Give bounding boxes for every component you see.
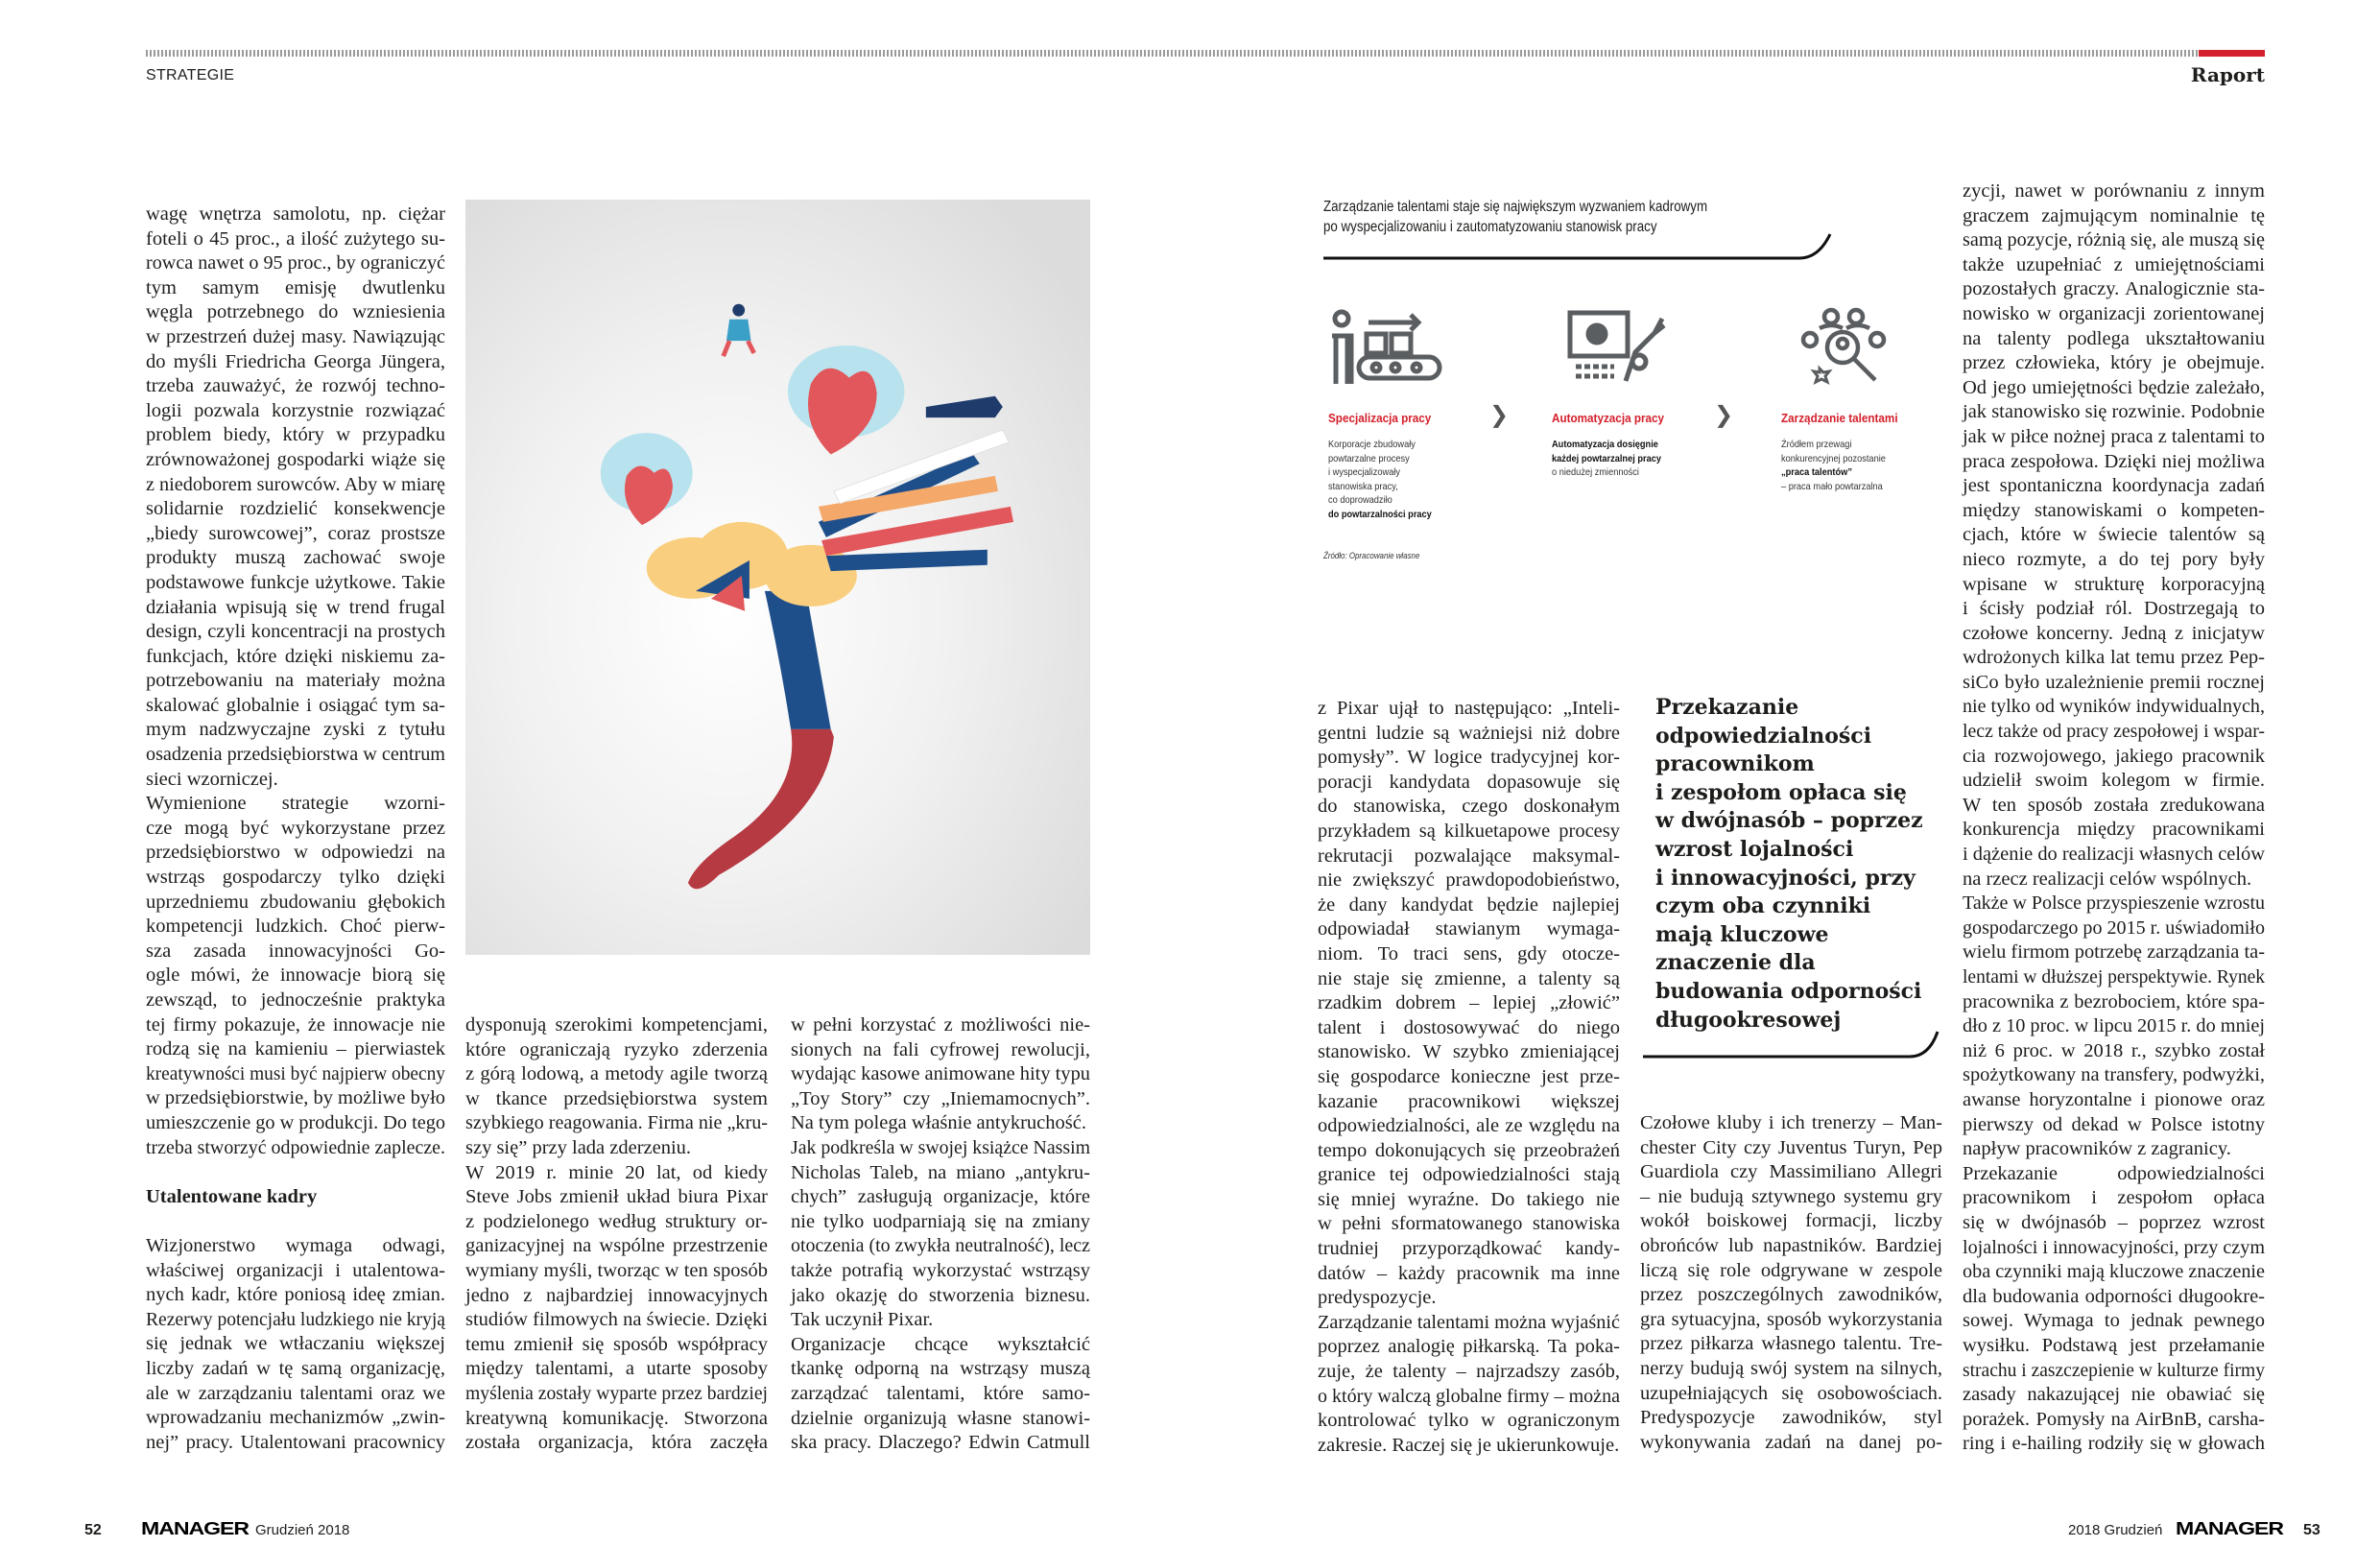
text-line: przez poszczególnych zawodników, <box>1640 1284 1942 1306</box>
text-line: cia rozwojowego, jakiego pracownik <box>1963 745 2265 767</box>
paragraph <box>146 1234 445 1455</box>
step-label-automatyzacja: Automatyzacja pracy <box>1552 411 1665 425</box>
text-line: w pełni korzystać z możliwości nie- <box>791 1014 1090 1035</box>
chevron-right-icon: ❯ <box>1714 401 1734 428</box>
text-line: Zarządzanie talentami można wyjaśnić <box>1318 1311 1620 1333</box>
text-line: Nicholas Taleb, na miano „antykru- <box>791 1161 1090 1183</box>
text-line: zycji, nawet w porównaniu z innym <box>1963 180 2265 202</box>
text-line: spożytkowany na transfery, podwyżki, <box>1963 1064 2265 1086</box>
text-line: granice tej odpowiedzialności stają <box>1318 1164 1620 1186</box>
paragraph <box>465 1013 768 1161</box>
text-line: się mniej wyraźne. Do takiego nie <box>1318 1188 1620 1210</box>
page-number-right: 53 <box>2303 1522 2320 1538</box>
text-line: rekrutacji pozwalające maksymal- <box>1318 845 1620 867</box>
text-column-4 <box>1318 697 1620 1458</box>
step-description-automatyzacja <box>1552 438 1661 480</box>
text-line: Czołowe kluby i ich trenerzy – Man- <box>1640 1112 1942 1133</box>
text-line: przez człowieka, który je obejmuje. <box>1963 352 2265 374</box>
issue-date-right: 2018 Grudzień <box>2068 1522 2163 1538</box>
text-line: między talentami, a utarte sposoby <box>465 1358 768 1380</box>
step-description-line: powtarzalne procesy <box>1328 452 1410 464</box>
pull-quote-line: Przekazanie <box>1655 695 1799 720</box>
text-line: wagę wnętrza samolotu, np. ciężar <box>146 203 445 225</box>
text-line: – nie budują sztywnego systemu gry <box>1640 1185 1942 1207</box>
text-line: tkankę odporną na wstrząsy muszą <box>791 1358 1090 1380</box>
issue-date-left: Grudzień 2018 <box>255 1522 350 1538</box>
text-line: jak w piłce nożnej praca z talentami to <box>1963 425 2265 447</box>
text-line: samą pozycje, różnią się, ale muszą się <box>1963 229 2265 251</box>
text-line: zarządzać talentami, które samo- <box>791 1382 1090 1404</box>
text-line: wstrząs gospodarczy tylko dzięki <box>146 867 445 889</box>
text-line: przedsiębiorstwo w odpowiedzi na <box>146 842 445 864</box>
text-line: wokół boiskowej formacji, liczby <box>1640 1210 1942 1232</box>
pull-quote-line: czym oba czynniki <box>1655 893 1871 919</box>
text-line: się w dwójnasób – poprzez wzrost <box>1963 1211 2265 1233</box>
text-line: uzupełniających się osobowościach. <box>1640 1382 1942 1404</box>
paragraph <box>1963 1162 2265 1457</box>
text-line: szy się” przy lada zderzeniu. <box>465 1136 692 1158</box>
text-line: trzeba stworzyć odpowiednie zaplecze. <box>146 1136 445 1158</box>
step-description-line: Źródłem przewagi <box>1781 439 1852 450</box>
text-line: Wymienione strategie wzorni- <box>146 793 445 815</box>
step-description-zarzadzanie <box>1781 438 1886 493</box>
text-line: nie zwiększyć prawdopodobieństwo, <box>1318 869 1620 892</box>
pull-quote-line: wzrost lojalności <box>1655 836 1854 862</box>
infographic-title-underline <box>1320 226 1838 265</box>
paragraph <box>1318 697 1620 1311</box>
pull-quote-line: w dwójnasób – poprzez <box>1655 808 1923 834</box>
text-line: jako okazję do stworzenia biznesu. <box>791 1284 1090 1306</box>
text-line: otoczenia (to zwykła neutralność), lecz <box>791 1235 1090 1257</box>
step-description-line: o niedużej zmienności <box>1552 466 1639 478</box>
article-illustration <box>465 200 1090 955</box>
infographic-source: Źródło: Opracowanie własne <box>1323 551 1420 560</box>
text-line: się jednak we wtłaczaniu większej <box>146 1333 445 1355</box>
text-line: tej firmy pokazuje, że innowacje nie <box>146 1013 445 1035</box>
text-line: studiów filmowych na świecie. Dzięki <box>465 1309 768 1331</box>
text-line: Organizacje chcące wykształcić <box>791 1333 1090 1355</box>
section-heading: Utalentowane kadry <box>146 1185 318 1207</box>
pull-quote-line: i zespołom opłaca się <box>1655 779 1907 805</box>
paragraph <box>791 1333 1090 1456</box>
text-line: Tak uczynił Pixar. <box>791 1309 934 1331</box>
text-line: stanowisko. W szybko zmieniającej <box>1318 1041 1620 1063</box>
text-line: podstawowe funkcje użytkowe. Takie <box>146 571 445 593</box>
text-line: sionych na fali cyfrowej rewolucji, <box>791 1038 1090 1060</box>
text-line: zakresie. Raczej się je ukierunkowuje. <box>1318 1434 1620 1456</box>
step-description-line: Korporacje zbudowały <box>1328 439 1416 450</box>
infographic-title-line: po wyspecjalizowaniu i zautomatyzowaniu stanowisk pracy <box>1323 219 1657 235</box>
paragraph <box>1318 1311 1620 1459</box>
infographic-title-line: Zarządzanie talentami staje się największym wyzwaniem kadrowym <box>1323 199 1708 215</box>
text-line: z podzielonego według struktury or- <box>465 1210 768 1232</box>
section-label: STRATEGIE <box>146 67 235 83</box>
text-line: foteli o 45 proc., a ilość zużytego su- <box>146 227 445 250</box>
text-line: jedno z najbardziej innowacyjnych <box>465 1284 768 1306</box>
text-line: jak stanowisko się rozwinie. Podobnie <box>1963 401 2265 423</box>
text-line: z niedoborem surowców. Aby w miarę <box>146 473 445 495</box>
text-line: także potrafią wykorzystać wstrząsy <box>791 1259 1090 1281</box>
step-description-line: stanowiska pracy, <box>1328 480 1398 492</box>
text-line: wydając kasowe animowane hity typu <box>791 1063 1090 1085</box>
text-line: lojalności i innowacyjności, przy czym <box>1963 1236 2265 1258</box>
paragraph <box>1963 179 2265 892</box>
text-column-1 <box>146 202 445 1455</box>
text-line: wdrożonych kilka lat temu przez Pep- <box>1963 647 2265 669</box>
text-line: i dążenie do realizacji własnych celów <box>1963 844 2265 866</box>
text-line: kreatywności musi być najpierw obecny <box>146 1062 445 1084</box>
text-line: w przestrzeń dużej masy. Nawiązując <box>146 325 445 347</box>
text-line: tempo dokonujących się przeobrażeń <box>1318 1139 1620 1161</box>
text-column-6 <box>1963 179 2265 1457</box>
text-line: kazanie pracownikowi większej <box>1318 1090 1620 1112</box>
text-line: liczby zadań w tę samą organizację, <box>146 1357 445 1379</box>
text-line: z Pixar ujął to następująco: „Inteli- <box>1318 698 1620 719</box>
text-line: gra sytuacyjna, sposób wykorzystania <box>1640 1308 1942 1330</box>
text-line: dzielnie organizują własne stanowi- <box>791 1407 1090 1429</box>
text-line: W 2019 r. minie 20 lat, od kiedy <box>465 1161 768 1183</box>
text-line: niom. To traci sens, gdy otocze- <box>1318 942 1620 964</box>
text-line: niż 6 proc. w 2018 r., szybko został <box>1963 1039 2265 1061</box>
text-line: rodzą się na kamieniu – pierwiastek <box>146 1038 445 1060</box>
step-description-line: co doprowadziło <box>1328 494 1392 506</box>
text-line: i ścisły podział ról. Dostrzegają to <box>1963 598 2265 620</box>
text-line: obrońców lub napastników. Bardziej <box>1640 1234 1942 1256</box>
text-line: kompetencji ludzkich. Choć pierw- <box>146 916 445 938</box>
text-line: nerzy budują swój system na silnych, <box>1640 1357 1942 1379</box>
text-line: zasady nakazującej nie obawiać się <box>1963 1384 2265 1406</box>
text-line: praca zespołowa. Dzięki niej możliwa <box>1963 450 2265 472</box>
text-line: porażek. Pomysły na AirBnB, carsha- <box>1963 1408 2265 1430</box>
text-line: wysiłku. Podstawą jest przełamanie <box>1963 1334 2265 1356</box>
text-line: nej” pracy. Utalentowani pracownicy <box>146 1431 445 1453</box>
text-line: strachu i zaszczepienie w kulturze firmy <box>1963 1359 2265 1381</box>
text-line: Steve Jobs zmienił układ biura Pixar <box>465 1186 768 1208</box>
text-line: zrównoważonej gospodarki wiąże się <box>146 448 445 470</box>
pull-quote-line: odpowiedzialności <box>1655 723 1872 749</box>
text-line: myślenia zostały wyparte przez bardziej <box>465 1382 768 1404</box>
text-line: Wizjonerstwo wymaga odwagi, <box>146 1234 445 1256</box>
text-line: nieco rozmyte, a do tej pory były <box>1963 548 2265 570</box>
text-line: ogle mówi, że innowacje biorą się <box>146 964 445 987</box>
pull-quote-line: pracownikom <box>1655 751 1815 777</box>
text-line: odpowiadał stawianym wymaga- <box>1318 918 1620 940</box>
text-line: do stanowiska, czego doskonałym <box>1318 796 1620 818</box>
text-line: funkcjach, które dzięki niskiemu za- <box>146 645 445 667</box>
text-line: poracji kandydata dopasowuje się <box>1318 771 1620 793</box>
text-line: ale w zarządzaniu talentami oraz we <box>146 1382 445 1404</box>
text-line: awanse horyzontalne i pionowe oraz <box>1963 1088 2265 1110</box>
text-line: także uzupełniać z umiejętnościami <box>1963 253 2265 275</box>
text-line: w przedsiębiorstwie, by możliwe było <box>146 1087 445 1109</box>
text-line: wpisane w strukturę korporacyjną <box>1963 573 2265 595</box>
pull-quote-line: mają kluczowe <box>1655 921 1829 947</box>
pull-quote-line: długookresowej <box>1655 1007 1842 1033</box>
step-description-line: do powtarzalności pracy <box>1328 508 1432 520</box>
text-line: Przekazanie odpowiedzialności <box>1963 1162 2265 1184</box>
text-line: trudniej przyporządkować kandy- <box>1318 1238 1620 1260</box>
pull-quote <box>1655 694 1923 1035</box>
text-line: pierwszy od dekad w Polsce istotny <box>1963 1113 2265 1135</box>
text-line: że dany kandydat będzie najlepiej <box>1318 893 1620 916</box>
paragraph <box>791 1013 1090 1136</box>
step-description-line: Automatyzacja dosięgnie <box>1552 439 1658 450</box>
text-line: temu zmienił się sposób współpracy <box>465 1333 768 1355</box>
text-line: zewsząd, to jednocześnie praktyka <box>146 989 445 1011</box>
text-line: rzadkim dobrem – lepiej „złowić” <box>1318 992 1620 1014</box>
text-line: nie tylko uodparniają się na zmiany <box>791 1210 1090 1232</box>
text-line: Także w Polsce przyspieszenie wzrostu <box>1963 892 2265 915</box>
text-line: wykonywania zadań na danej po- <box>1640 1431 1942 1453</box>
pull-quote-line: budowania odporności <box>1655 978 1922 1004</box>
step-description-specjalizacja <box>1328 438 1432 521</box>
paragraph <box>1640 1111 1942 1455</box>
step-description-line: i wyspecjalizowały <box>1328 466 1400 478</box>
text-line: „biedy surowcowej”, coraz prostsze <box>146 522 445 544</box>
text-line: właściwej organizacji i utalentowa- <box>146 1259 445 1281</box>
step-description-line: konkurencyjnej pozostanie <box>1781 452 1886 464</box>
text-line: uprzedniemu zbudowaniu głębokich <box>146 891 445 913</box>
text-line: w pełni sformatowanego stanowiska <box>1318 1213 1620 1235</box>
text-line: węgla potrzebnego do wzniesienia <box>146 301 445 323</box>
text-line: do myśli Friedricha Georga Jüngera, <box>146 350 445 372</box>
pull-quote-line: znaczenie dla <box>1655 950 1816 976</box>
text-line: szybkiego reagowania. Firma nie „kru- <box>465 1112 768 1134</box>
text-line: Predyspozycje zawodników, styl <box>1640 1407 1942 1429</box>
text-line: osadzenia przedsiębiorstwa w centrum <box>146 744 445 766</box>
text-line: nych kadr, które poniosą ideę zmian. <box>146 1284 445 1306</box>
text-line: jest spontaniczna koordynacja zadań <box>1963 475 2265 497</box>
text-line: umieszczenie go w produkcji. Do tego <box>146 1111 445 1133</box>
text-line: lentami w dłuższej perspektywie. Rynek <box>1963 966 2265 988</box>
page-number-left: 52 <box>84 1522 102 1538</box>
pull-quote-line: i innowacyjności, przy <box>1655 865 1916 891</box>
text-line: sowej. Wymaga to jednak pewnego <box>1963 1310 2265 1332</box>
text-line: problem biedy, który w przypadku <box>146 424 445 446</box>
text-line: graczem zajmującym nominalnie tę <box>1963 204 2265 226</box>
text-line: mym nadzwyczajne zyski z tytułu <box>146 719 445 741</box>
text-line: predyspozycje. <box>1318 1287 1437 1309</box>
step-label-specjalizacja: Specjalizacja pracy <box>1328 411 1432 425</box>
text-line: talent i dostosowywać do niego <box>1318 1016 1620 1038</box>
text-line: ganizacyjnej na wspólne przestrzenie <box>465 1235 768 1257</box>
header-rule <box>146 50 2199 57</box>
text-line: cjach, które w świecie talentów są <box>1963 524 2265 546</box>
text-line: sza zasada innowacyjności Go- <box>146 940 445 962</box>
step-description-line: każdej powtarzalnej pracy <box>1552 452 1662 464</box>
paragraph <box>465 1161 768 1456</box>
text-line: trzeba zauważyć, że rozwój techno- <box>146 375 445 397</box>
text-line: „Toy Story” czy „Iniemamocnych”. <box>791 1087 1090 1109</box>
text-line: kreatywną komunikację. Stworzona <box>465 1407 768 1429</box>
text-line: ska pracy. Dlaczego? Edwin Catmull <box>791 1432 1090 1454</box>
header-accent-bar <box>2199 50 2265 57</box>
text-line: pracownikom i zespołom opłaca <box>1963 1187 2265 1209</box>
text-line: Jak podkreśla w swojej książce Nassim <box>791 1136 1090 1158</box>
talent-search-icon <box>1797 305 1892 387</box>
text-line: nowisko w organizacji zorientowanej <box>1963 302 2265 324</box>
text-line: napływ pracowników z zagranicy. <box>1963 1138 2231 1160</box>
step-description-line: – praca mało powtarzalna <box>1781 480 1883 492</box>
text-line: lecz także od pracy zespołowej i wspar- <box>1963 721 2265 743</box>
text-line: W ten sposób została zredukowana <box>1963 794 2265 816</box>
text-line: dla budowania odporności długookre- <box>1963 1285 2265 1307</box>
text-line: tym samym emisję dwutlenku <box>146 276 445 298</box>
text-line: solidarnie rozdzielić konsekwencje <box>146 498 445 520</box>
text-line: potrzebowaniu na materiały można <box>146 670 445 692</box>
text-line: produkty muszą zachować swoje <box>146 547 445 569</box>
text-line: Na tym polega właśnie antykruchość. <box>791 1112 1086 1134</box>
text-line: przez piłkarza własnego talentu. Tre- <box>1640 1333 1942 1355</box>
text-line: pozostałych graczy. Analogicznie sta- <box>1963 278 2265 300</box>
text-line: oba czynniki mają kluczowe znaczenie <box>1963 1261 2265 1283</box>
text-line: działania wpisują się w trend frugal <box>146 596 445 618</box>
step-description-line: „praca talentów” <box>1781 466 1852 478</box>
text-line: ring i e-hailing rodziły się w głowach <box>1963 1433 2265 1455</box>
text-line: chester City czy Juventus Turyn, Pep <box>1640 1136 1942 1158</box>
text-line: została organizacja, która zaczęła <box>465 1432 768 1454</box>
text-line: rowca nawet o 95 proc., by ograniczyć <box>146 252 445 274</box>
text-line: czołowe koncerny. Jedną z inicjatyw <box>1963 622 2265 644</box>
text-line: datów – każdy pracownik ma inne <box>1318 1262 1620 1284</box>
text-line: o który walczą globalne firmy – można <box>1318 1385 1620 1407</box>
text-line: gentni ludzie są ważniejsi niż dobre <box>1318 722 1620 744</box>
text-line: zuje, że talenty – najrzadszy zasób, <box>1318 1361 1620 1383</box>
text-line: na talenty podlega ukształtowaniu <box>1963 327 2265 349</box>
text-line: na rzecz realizacji celów wspólnych. <box>1963 868 2252 890</box>
manager-logo-left: MANAGER <box>141 1518 250 1539</box>
text-line: skalować globalnie i osiągać tym sa- <box>146 694 445 716</box>
text-line: cze mogą być wykorzystane przez <box>146 817 445 839</box>
text-line: poprzez analogię piłkarską. Ta poka- <box>1318 1336 1620 1358</box>
text-line: przykładem są kilkuetapowe procesy <box>1318 820 1620 842</box>
text-line: Guardiola czy Massimiliano Allegri <box>1640 1161 1942 1183</box>
text-line: z górą lodową, a metody agile tworzą <box>465 1063 768 1085</box>
text-column-3 <box>791 1013 1090 1456</box>
text-line: nie staje się zmienne, a talenty są <box>1318 967 1620 989</box>
text-line: Rezerwy potencjału ludzkiego nie kryją <box>146 1308 445 1330</box>
text-line: dysponują szerokimi kompetencjami, <box>465 1014 768 1035</box>
text-line: gospodarczego po 2015 r. uświadomiło <box>1963 916 2265 939</box>
text-line: wielu firmom potrzebę zarządzania ta- <box>1963 941 2265 964</box>
text-line: logii pozwala korzystnie rozwiązać <box>146 399 445 421</box>
text-line: odpowiedzialności, ale ze względu na <box>1318 1115 1620 1137</box>
paragraph <box>146 202 445 792</box>
text-line: design, czyli koncentracji na prostych <box>146 621 445 643</box>
text-line: konkurencja między pracownikami <box>1963 819 2265 841</box>
text-line: liczą się role odgrywane w zespole <box>1640 1259 1942 1281</box>
text-line: Od jego umiejętności będzie zależało, <box>1963 376 2265 398</box>
paragraph <box>791 1136 1090 1333</box>
text-line: wprowadzaniu mechanizmów „zwin- <box>146 1407 445 1429</box>
text-line: które ograniczają ryzyko zderzenia <box>465 1038 768 1060</box>
text-line: pracownika z bezrobociem, które spa- <box>1963 990 2265 1012</box>
text-line: między stanowiskami o kompeten- <box>1963 499 2265 521</box>
text-line: sieci wzorniczej. <box>146 768 278 790</box>
text-column-2 <box>465 1013 768 1456</box>
text-line: udzielił swoim kolegom w firmie. <box>1963 770 2265 792</box>
section-label-raport: Raport <box>2190 63 2265 86</box>
manager-logo-right: MANAGER <box>2176 1518 2284 1539</box>
text-line: chych” zasługują organizacje, które <box>791 1186 1090 1208</box>
robot-arm-screen-icon <box>1566 309 1672 386</box>
text-line: pomysły”. W logice tradycyjnej kor- <box>1318 747 1620 769</box>
chevron-right-icon: ❯ <box>1489 401 1510 428</box>
worker-conveyor-icon <box>1328 309 1443 386</box>
pull-quote-underline <box>1636 1022 1943 1065</box>
text-line: dło z 10 proc. w lipcu 2015 r. do mniej <box>1963 1015 2265 1037</box>
step-label-zarzadzanie: Zarządzanie talentami <box>1781 411 1898 425</box>
text-line: siCo było uzależnienie premii rocznej <box>1963 671 2265 693</box>
text-line: w tkance przedsiębiorstwa system <box>465 1087 768 1109</box>
text-line: wymiany myśli, tworząc w ten sposób <box>465 1259 768 1281</box>
paragraph <box>1963 892 2265 1162</box>
text-line: kontrolować tylko w ograniczonym <box>1318 1410 1620 1432</box>
text-line: się gospodarce konieczne jest prze- <box>1318 1065 1620 1087</box>
text-column-5 <box>1640 1111 1942 1455</box>
text-line: nie tylko od wyników indywidualnych, <box>1963 696 2265 718</box>
paragraph <box>146 792 445 1160</box>
